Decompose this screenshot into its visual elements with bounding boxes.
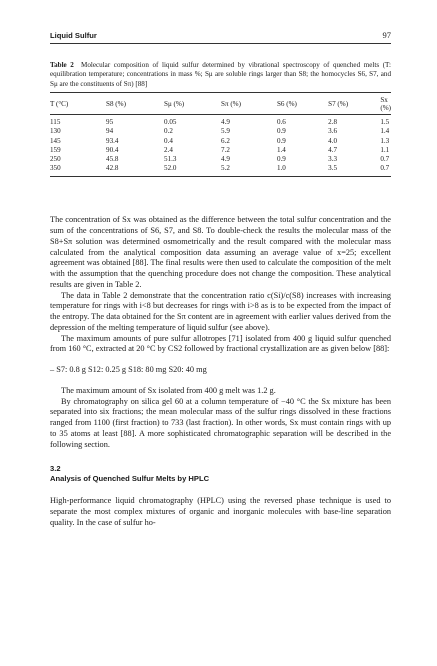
allotrope-yield-list: – S7: 0.8 g S12: 0.25 g S18: 80 mg S20: 40 mg (50, 365, 207, 375)
table-header-cell: S6 (%) (277, 93, 328, 115)
running-head (50, 30, 391, 40)
table-row (50, 146, 391, 155)
table-caption-text: Molecular composition of liquid sulfur determined by vibrational spectroscopy of quenched melts (T: equilibration temperature; concentrations in mass %; Sμ are soluble rings larger than S8; the homocycles S6, S7, and Sμ are the constituents of Sπ) [88] (50, 61, 392, 88)
composition-table (50, 92, 391, 177)
table-row (50, 127, 391, 136)
table-header-cell: Sμ (%) (164, 93, 221, 115)
table-cell: 0.2 (164, 127, 173, 136)
table-cell: 1.4 (380, 127, 390, 136)
paragraph: The maximum amount of Sx isolated from 400 g melt was 1.2 g. (61, 385, 276, 395)
table-cell: 130 (50, 127, 61, 136)
table-cell: 0.7 (380, 164, 391, 177)
table-cell: 3.6 (328, 127, 338, 136)
table-row (50, 137, 391, 146)
table-cell: 93.4 (106, 136, 119, 145)
table-cell: 1.1 (380, 145, 390, 154)
table-cell: 45.8 (106, 155, 119, 164)
table-cell: 1.3 (380, 136, 390, 145)
table-row (50, 115, 391, 128)
table-cell: 5.9 (221, 127, 230, 136)
body-text (50, 215, 391, 528)
table-cell: 0.6 (276, 118, 286, 127)
table-cell: 159 (50, 145, 61, 154)
table-cell: 145 (50, 136, 61, 145)
table-cell: 0.9 (276, 127, 286, 136)
table-caption-label: Table 2 (50, 61, 74, 69)
table-cell: 94 (106, 127, 114, 136)
table-header-cell: S7 (%) (328, 93, 380, 115)
table-cell: 5.2 (221, 164, 277, 177)
table-cell: 51.3 (164, 155, 177, 164)
table-cell: 6.2 (221, 136, 230, 145)
table-cell: 7.2 (221, 145, 230, 154)
page-number: 97 (382, 30, 391, 40)
table-cell: 115 (50, 118, 61, 127)
table-cell: 0.9 (276, 136, 286, 145)
table-cell: 0.05 (164, 118, 177, 127)
table-header-cell: T (°C) (50, 93, 106, 115)
table-cell: 4.9 (221, 118, 230, 127)
table-cell: 52.0 (164, 164, 221, 177)
table-cell: 95 (106, 118, 114, 127)
table-row (50, 164, 391, 177)
table-cell: 2.4 (164, 145, 173, 154)
table-cell: 4.9 (221, 155, 230, 164)
table-cell: 90.4 (106, 145, 119, 154)
table-cell: 0.9 (276, 155, 286, 164)
running-head-title: Liquid Sulfur (50, 31, 97, 40)
table-cell: 1.5 (380, 118, 390, 127)
table-cell: 3.5 (328, 164, 380, 177)
table-cell: 4.7 (328, 145, 338, 154)
paragraph: The maximum amounts of pure sulfur allotropes [71] isolated from 400 g liquid sulfur quenched from 160 °C, extracted at 20 °C by CS2 followed by fractional crystallization are as given below [88]: (50, 333, 391, 354)
table-header-row (50, 93, 391, 115)
table-cell: 0.4 (164, 136, 173, 145)
paragraph: The data in Table 2 demonstrate that the concentration ratio c(Si)/c(S8) increases with increasing temperature for rings with i<8 but decreases for rings with i>8 as is to be expected from the impact of the entropy. The data obtained for the Sπ content are in agreement with earlier values derived from the depression of the melting temperature of liquid sulfur (see above). (50, 290, 391, 332)
table-cell: 1.4 (276, 145, 286, 154)
header-rule (50, 43, 391, 44)
table-cell: 42.8 (106, 164, 164, 177)
table-caption (50, 61, 391, 89)
table-header-cell: S8 (%) (106, 93, 164, 115)
table-cell: 1.0 (277, 164, 328, 177)
paragraph: High-performance liquid chromatography (HPLC) using the reversed phase technique is used to separate the most complex mixtures of organic and inorganic molecules with base-line separation quality. In the case of sulfur ho- (50, 496, 391, 527)
section-title: Analysis of Quenched Sulfur Melts by HPLC (50, 474, 210, 484)
table-cell: 4.0 (328, 136, 338, 145)
table-cell: 350 (50, 164, 106, 177)
table-cell: 0.7 (380, 155, 390, 164)
table-header-cell: Sπ (%) (221, 93, 277, 115)
table-header-cell: Sx (%) (380, 93, 391, 115)
table-cell: 2.8 (328, 118, 338, 127)
table-cell: 3.3 (328, 155, 338, 164)
table-row (50, 155, 391, 164)
section-heading-block (50, 464, 391, 484)
paragraph: By chromatography on silica gel 60 at a column temperature of −40 °C the Sx mixture has been separated into six fractions; the mean molecular mass of the sulfur rings dissolved in these fractions ranged from 1100 (first fraction) to 733 (last fraction). In other words, Sx must contain rings with up to 35 atoms at least [88]. A more sophisticated chromatographic separation will be described in the following section. (50, 396, 391, 449)
section-number: 3.2 (50, 464, 61, 474)
table-cell: 250 (50, 155, 61, 164)
paragraph: The concentration of Sx was obtained as the difference between the total sulfur concentration and the sum of the concentrations of S6, S7, and S8. To double-check the results the molecular mass of the S8+Sπ solution was determined osmometrically and the result compared with the molecular mass calculated from the analytical composition data assuming an average value of x=25; excellent agreement was obtained [88]. The final results were then used to calculate the composition of the melt with the assumption that the quenching procedure does not change the composition. These analytical results are given in Table 2. (50, 215, 391, 289)
